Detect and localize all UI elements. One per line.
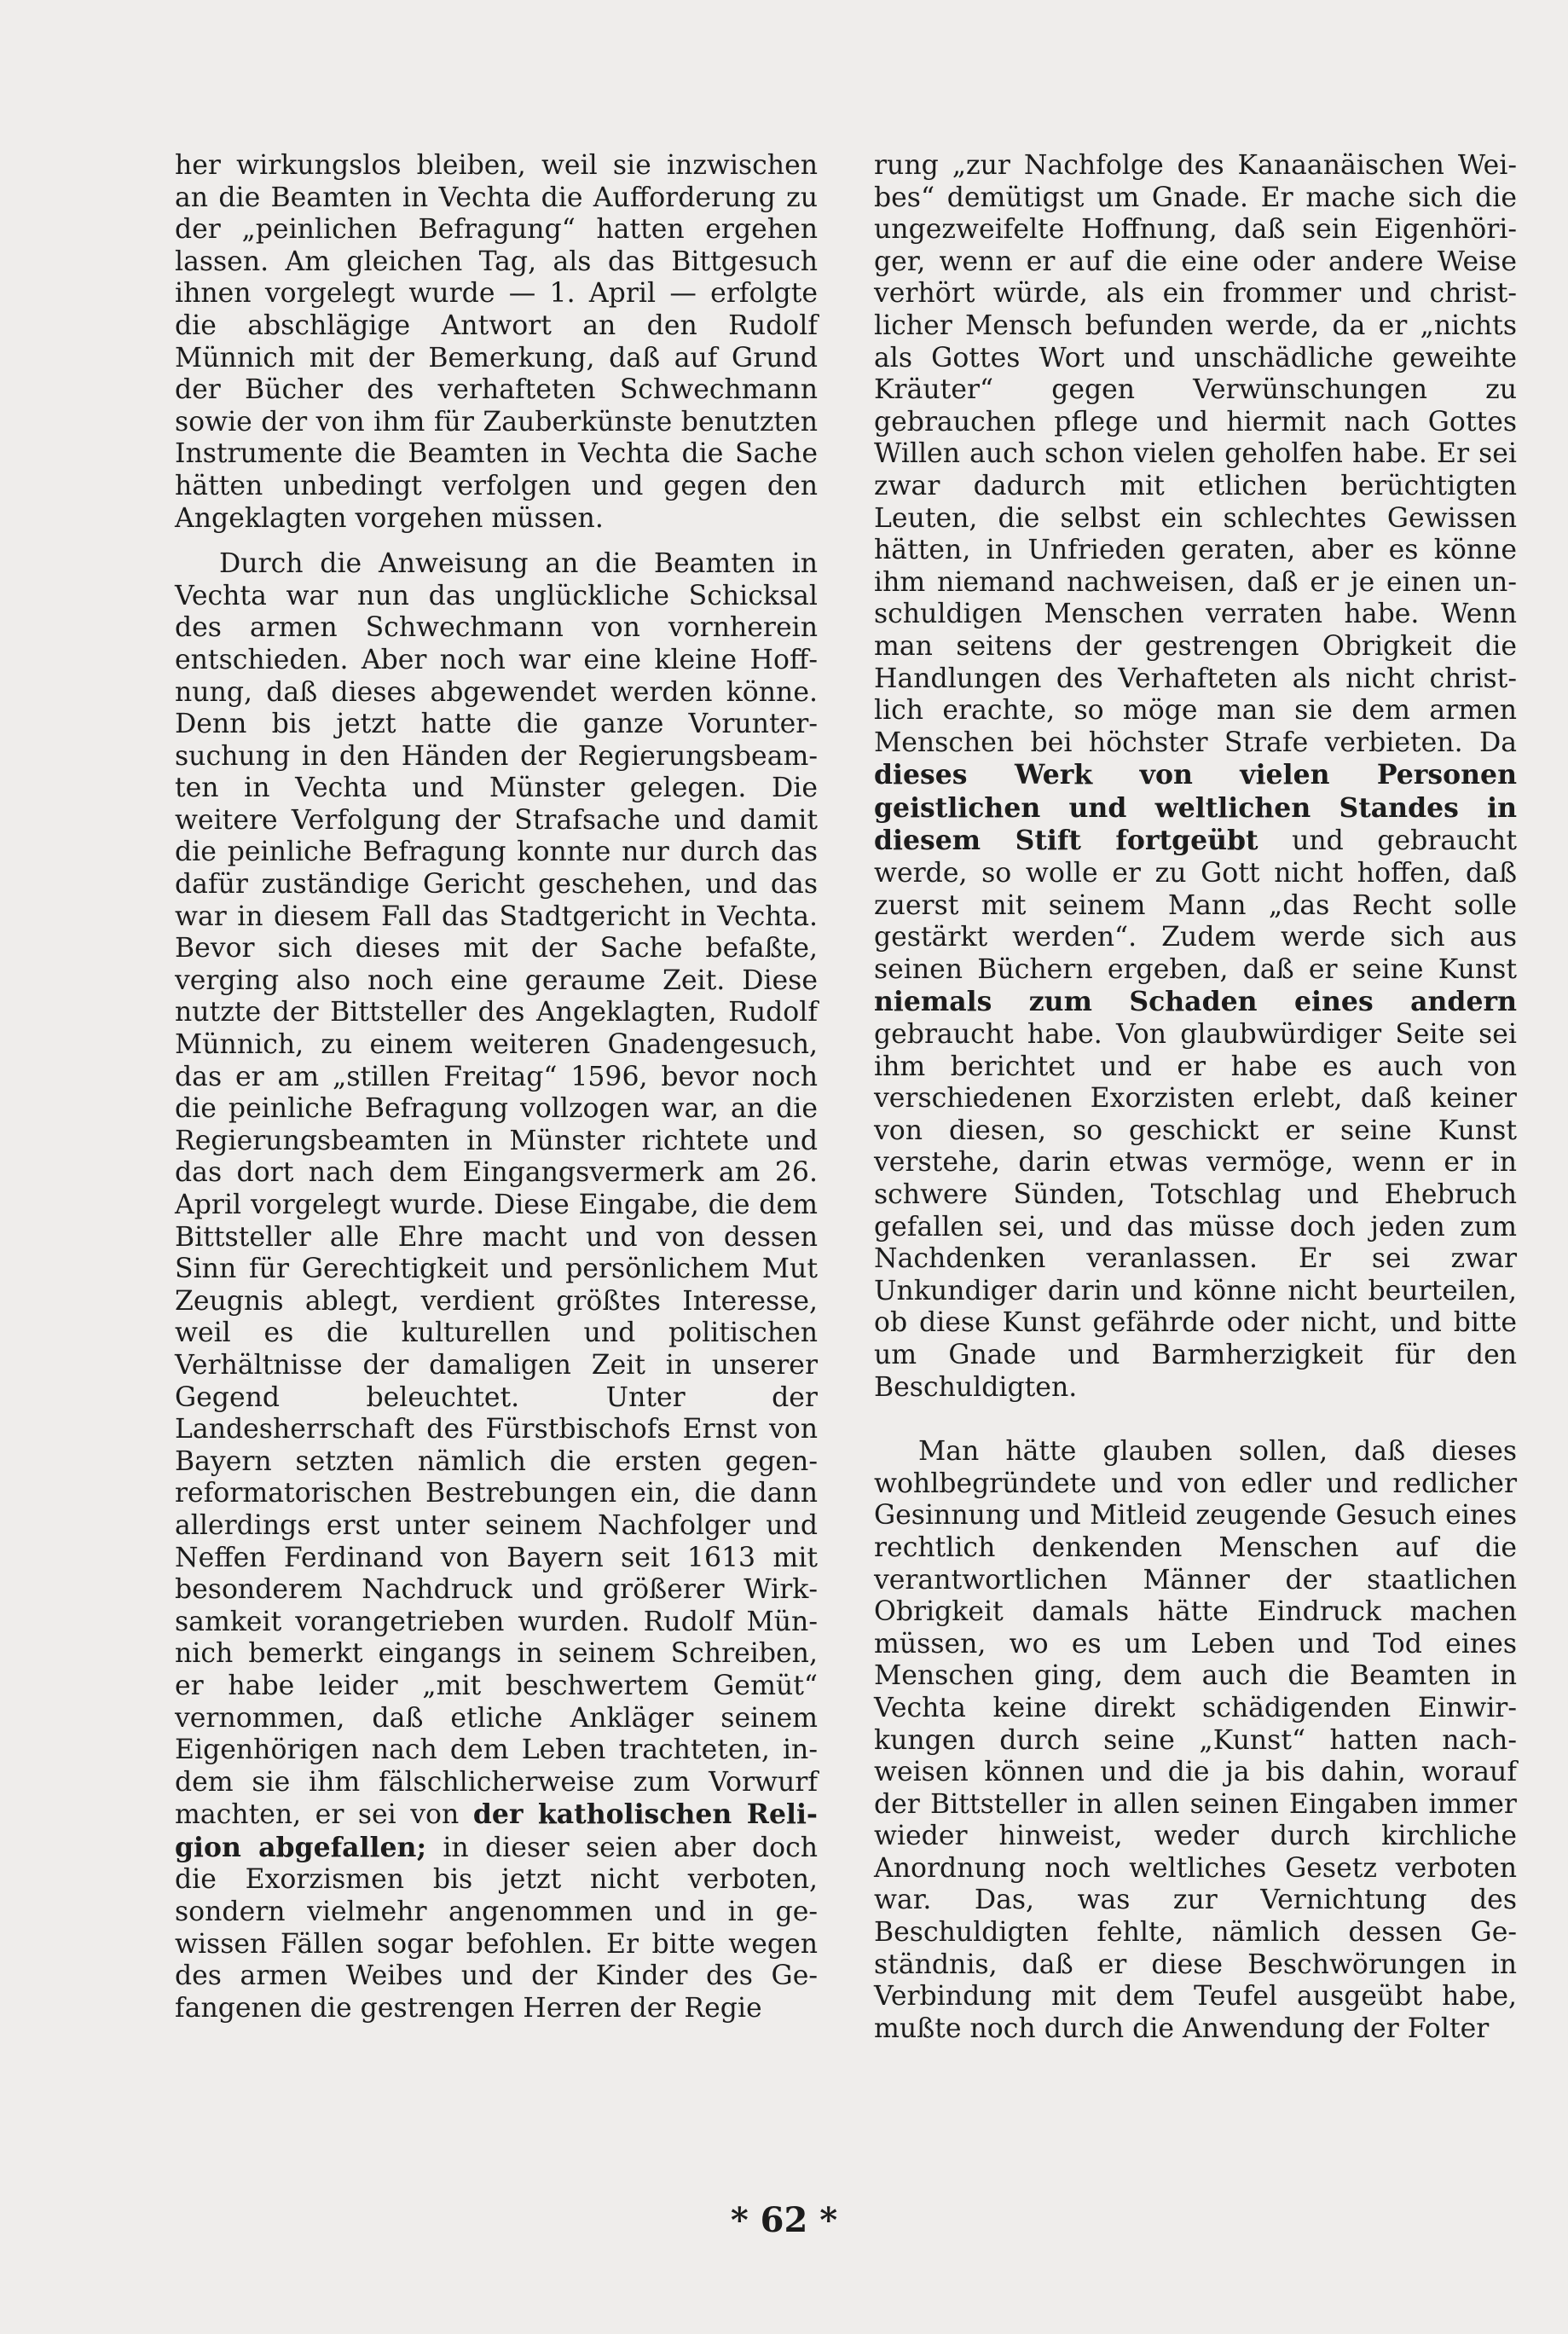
bold-emphasis: niemals zum Schaden eines andern xyxy=(874,986,1517,1018)
paragraph xyxy=(175,548,818,2024)
paragraph-text: in dieser seien aber doch die Exorzismen bis jetzt nicht verboten, sondern vielmehr angenommen und in gewissen Fällen sogar befohlen. Er bitte wegen des armen Weibes und der Kinder des Gefangenen die gestrengen Herren der Regie xyxy=(175,1832,819,2024)
paragraph-text: Durch die Anweisung an die Beamten in Vechta war nun das unglückliche Schicksal des armen Schwechmann von vornherein entschieden. Aber noch war eine kleine Hoffnung, daß dieses abgewendet werden könne. Denn bis jetzt hatte die ganze Voruntersuchung in den Händen der Regierungsbeamten in Vechta und Münster gelegen. Die weitere Verfolgung der Strafsache und damit die peinliche Befragung konnte nur durch das dafür zuständige Gericht geschehen, und das war in diesem Fall das Stadtgericht in Vechta. Bevor sich dieses mit der Sache befaßte, verging also noch eine geraume Zeit. Diese nutzte der Bittsteller des Angeklagten, Rudolf Münnich, zu einem weiteren Gnadengesuch, das er am „stillen Freitag“ 1596, bevor noch die peinliche Befragung vollzogen war, an die Regierungsbeamten in Münster richtete und das dort nach dem Eingangsvermerk am 26. April vorgelegt wurde. Diese Eingabe, die dem Bittsteller alle Ehre macht und von dessen Sinn für Gerechtigkeit und persönlichem Mut Zeugnis ablegt, verdient größtes Interesse, weil es die kulturellen und politischen Verhältnisse der damaligen Zeit in unserer Gegend beleuchtet. Unter der Landesherrschaft des Fürstbischofs Ernst von Bayern setzten nämlich die ersten gegenreformatorischen Bestrebungen ein, die dann allerdings erst unter seinem Nachfolger und Neffen Ferdinand von Bayern seit 1613 mit besonderem Nachdruck und größerer Wirksamkeit vorangetrieben wurden. Rudolf Münnich bemerkt eingangs in seinem Schreiben, er habe leider „mit beschwertem Gemüt“ vernommen, daß etliche Ankläger seinem Eigenhörigen nach dem Leben trachteten, indem sie ihm fälschlicherweise zum Vorwurf machten, er sei von xyxy=(175,548,818,1831)
right-column xyxy=(874,150,1517,2045)
page-number: * 62 * xyxy=(730,2200,838,2240)
paragraph: Man hätte glauben sollen, daß dieses wohlbegründete und von edler und redlicher Gesinnung und Mitleid zeugende Gesuch eines rechtlich denkenden Menschen auf die verantwortlichen Männer der staatlichen Obrigkeit damals hätte Eindruck machen müssen, wo es um Leben und Tod eines Menschen ging, dem auch die Beamten in Vechta keine direkt schädigenden Einwirkungen durch seine „Kunst“ hatten nachweisen können und die ja bis dahin, worauf der Bittsteller in allen seinen Eingaben immer wieder hinweist, weder durch kirchliche Anordnung noch weltliches Gesetz verboten war. Das, was zur Vernichtung des Beschuldigten fehlte, nämlich dessen Geständnis, daß er diese Beschwörungen in Verbindung mit dem Teufel ausgeübt habe, mußte noch durch die Anwendung der Folter xyxy=(874,1436,1517,2044)
paragraph: her wirkungslos bleiben, weil sie inzwischen an die Beamten in Vechta die Aufforderung zu der „peinlichen Befragung“ hatten ergehen lassen. Am gleichen Tag, als das Bittgesuch ihnen vorgelegt wurde — 1. April — erfolgte die abschlägige Antwort an den Rudolf Münnich mit der Bemerkung, daß auf Grund der Bücher des verhafteten Schwechmann sowie der von ihm für Zauberkünste benutzten Instrumente die Beamten in Vechta die Sache hätten unbedingt verfolgen und gegen den Angeklagten vorgehen müssen. xyxy=(175,150,818,534)
left-column xyxy=(175,150,818,2024)
paragraph-text: und gebraucht werde, so wolle er zu Gott nicht hoffen, daß zuerst mit seinem Mann „das Recht solle gestärkt werden“. Zudem werde sich aus seinen Büchern ergeben, daß er seine Kunst xyxy=(874,825,1517,985)
paragraph-text: rung „zur Nachfolge des Kanaanäischen Weibes“ demütigst um Gnade. Er mache sich die ungezweifelte Hoffnung, daß sein Eigenhöriger, wenn er auf die eine oder andere Weise verhört würde, als ein frommer und christlicher Mensch befunden werde, da er „nichts als Gottes Wort und unschädliche geweihte Kräuter“ gegen Verwünschungen zu gebrauchen pflege und hiermit nach Gottes Willen auch schon vielen geholfen habe. Er sei zwar dadurch mit etlichen berüchtigten Leuten, die selbst ein schlechtes Gewissen hätten, in Unfrieden geraten, aber es könne ihm niemand nachweisen, daß er je einen unschuldigen Menschen verraten habe. Wenn man seitens der gestrengen Obrigkeit die Handlungen des Verhafteten als nicht christlich erachte, so möge man sie dem armen Menschen bei höchster Strafe verbieten. Da xyxy=(874,150,1517,758)
bold-emphasis: der katholischen Religion abgefallen; xyxy=(175,1798,818,1863)
paragraph xyxy=(874,150,1517,1404)
paragraph-text: gebraucht habe. Von glaubwürdiger Seite sei ihm berichtet und er habe es auch von verschiedenen Exorzisten erlebt, daß keiner von diesen, so geschickt er seine Kunst verstehe, darin etwas vermöge, wenn er in schwere Sünden, Totschlag und Ehebruch gefallen sei, und das müsse doch jeden zum Nachdenken veranlassen. Er sei zwar Unkundiger darin und könne nicht beurteilen, ob diese Kunst gefährde oder nicht, und bitte um Gnade und Barmherzigkeit für den Beschuldigten. xyxy=(874,1019,1517,1403)
bold-emphasis: dieses Werk von vielen Personen geistlichen und weltlichen Standes in diesem Stift fortgeübt xyxy=(874,759,1517,857)
